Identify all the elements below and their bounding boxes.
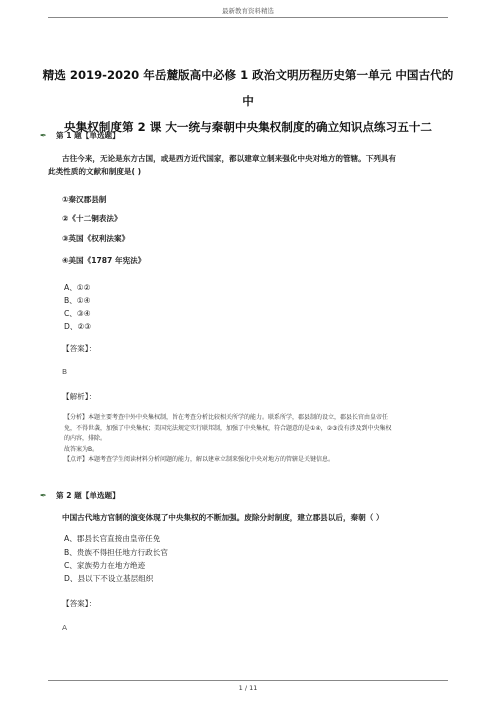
question-1-heading bbox=[40, 130, 120, 141]
question-1-stem-line-1: 古往今来，无论是东方古国，或是西方近代国家，都以建章立制来强化中央对地方的管辖。下列具有 bbox=[62, 154, 397, 163]
question-2-heading bbox=[40, 490, 120, 501]
q2-answer-label: 【答案】： bbox=[62, 599, 97, 608]
page-title bbox=[40, 62, 456, 140]
q2-option-d[interactable]: D、县以下不设立基层组织 bbox=[64, 574, 154, 583]
title-line-2: 央集权制度第 2 课 大一统与秦朝中央集权制度的确立知识点练习五十二 bbox=[64, 120, 432, 134]
q1-analysis-line-5: 【点评】本题考查学生阅读材料分析问题的能力，解以建章立制来强化中央对地方的管辖是关键信息。 bbox=[64, 456, 335, 463]
q1-analysis-line-1: 【分析】本题主要考查中外中央集权制，旨在考查分析比较相关所学的能力。联系所学，郡县制的设立，郡县长官由皇帝任 bbox=[64, 414, 389, 421]
footer-divider bbox=[48, 680, 448, 681]
q1-option-b[interactable]: B、①④ bbox=[64, 296, 91, 305]
title-line-1: 精选 2019-2020 年岳麓版高中必修 1 政治文明历程历史第一单元 中国古代的中 bbox=[42, 68, 454, 108]
q1-item-1: ①秦汉郡县制 bbox=[62, 195, 107, 204]
question-2-title: 第 2 题【单选题】 bbox=[56, 491, 120, 500]
q1-item-2: ②《十二铜表法》 bbox=[62, 214, 122, 223]
q1-analysis-line-2: 免，不得世袭，加强了中央集权；美国宪法规定实行联邦制，加强了中央集权，符合题意的是①④，②③没有涉及到中央集权 bbox=[64, 424, 392, 432]
pen-icon: ✒ bbox=[40, 491, 47, 500]
pen-icon: ✒ bbox=[40, 131, 47, 140]
q1-item-3: ③英国《权利法案》 bbox=[62, 234, 130, 243]
q1-answer-label: 【答案】： bbox=[62, 344, 97, 353]
q1-item-4: ④美国《1787 年宪法》 bbox=[62, 256, 146, 265]
header-note: 最新教育资料精选 bbox=[222, 7, 274, 15]
question-2-stem: 中国古代地方官制的演变体现了中央集权的不断加强。废除分封制度，建立郡县以后，秦朝（ ） bbox=[62, 513, 384, 522]
q1-analysis-text bbox=[64, 413, 444, 466]
q1-option-c[interactable]: C、③④ bbox=[64, 309, 91, 318]
header-divider bbox=[48, 17, 448, 18]
question-1-title: 第 1 题【单选题】 bbox=[56, 131, 120, 140]
q1-analysis-line-4: 故答案为B。 bbox=[64, 445, 99, 453]
q2-option-b[interactable]: B、贵族不得担任地方行政长官 bbox=[64, 548, 168, 557]
page-number: 1 / 11 bbox=[238, 684, 258, 692]
q1-option-d[interactable]: D、②③ bbox=[64, 322, 92, 331]
q1-analysis-label: 【解析】： bbox=[62, 392, 97, 401]
q1-option-a[interactable]: A、①② bbox=[64, 283, 91, 292]
question-1-stem-line-2: 此类性质的文献和制度是( ) bbox=[48, 167, 142, 176]
q2-option-c[interactable]: C、家族势力在地方绝迹 bbox=[64, 561, 146, 570]
q1-analysis-line-3: 的内容，排除。 bbox=[64, 435, 107, 442]
q2-option-a[interactable]: A、郡县长官直接由皇帝任免 bbox=[64, 534, 161, 543]
q2-answer-value: A bbox=[62, 623, 68, 632]
q1-answer-value: B bbox=[62, 367, 68, 376]
